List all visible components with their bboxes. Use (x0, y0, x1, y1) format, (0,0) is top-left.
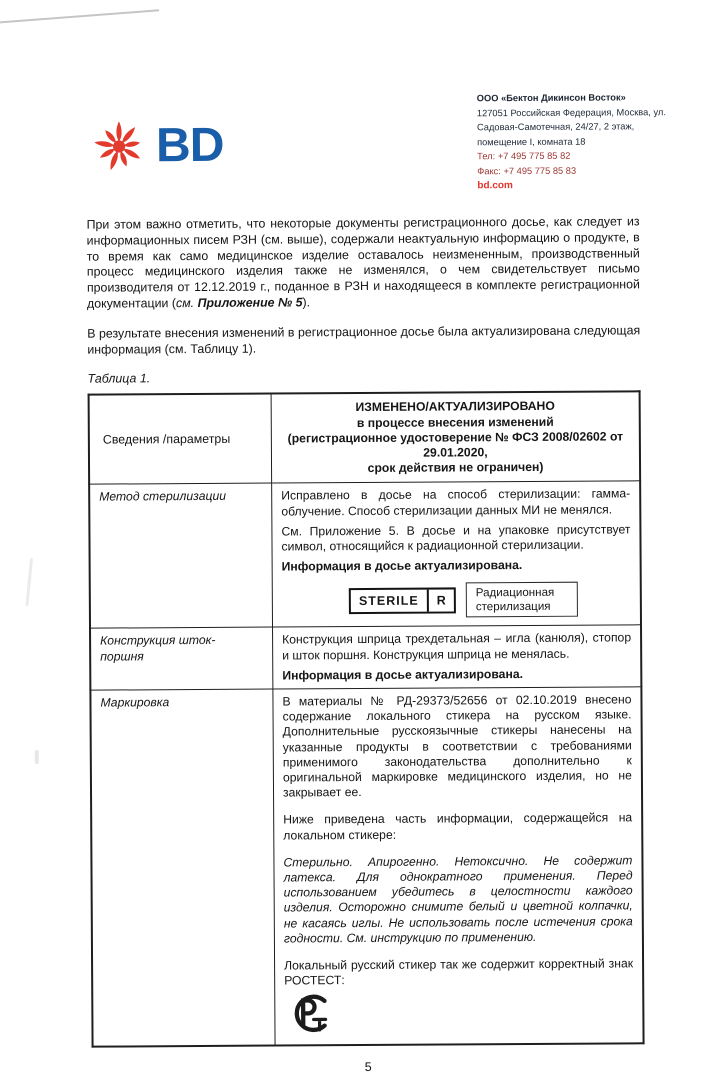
cell-text-bold: Информация в досье актуализирована. (282, 666, 524, 683)
cell-text: Локальный русский стикер так же содержит корректный знак РОСТЕСТ: (284, 956, 634, 988)
rostest-icon (288, 995, 330, 1033)
address-line-2: Садовая-Самотечная, 24/27, 2 этаж, (476, 121, 635, 133)
cell-text: Ниже приведена часть информации, содержащейся на локальном стикере: (283, 810, 633, 843)
document-body (87, 214, 645, 1075)
header-line-2: в процессе внесения изменений (356, 414, 554, 430)
row-content-sterilization (272, 481, 641, 627)
scan-artifact (25, 558, 33, 606)
table-header-left: Сведения /параметры (89, 394, 272, 485)
paragraph-1-attachment-ref: Приложение № 5 (197, 295, 303, 310)
scan-artifact (0, 9, 159, 24)
phone-line: Тел: +7 495 775 85 82 (477, 150, 571, 162)
table-header-row (89, 392, 641, 485)
row-label-labelling: Маркировка (90, 689, 275, 1046)
header-line-3: (регистрационное удостоверение № ФСЗ 2008/02602 от 29.01.2020, (287, 429, 624, 460)
sterile-word: STERILE (351, 589, 429, 612)
bd-logo (90, 117, 224, 176)
paragraph-1-text: При этом важно отметить, что некоторые документы регистрационного досье, как следует из информационных писем РЗН (см. выше), содержали неактуальную информацию о продукте, в то время как само медицинское изделие оставалось неизмененным, производственный процесс медицинского изделия также не изменялся, о чем свидетельствует письмо производителя от 12.12.2019 г., поданное в РЗН и находящееся в комплекте регистрационной документации ( (86, 214, 640, 311)
company-name: ООО «Бектон Дикинсон Восток» (476, 92, 626, 104)
contact-block (477, 90, 688, 194)
scan-artifact (35, 750, 39, 764)
page-number: 5 (364, 1059, 372, 1074)
table-caption: Таблица 1. (87, 371, 151, 387)
sterile-r-letter: R (436, 593, 446, 608)
table-row-plunger (90, 625, 641, 690)
cell-text: Исправлено в досье на способ стерилизации: гамма-облучение. Способ стерилизации данных МИ не менялся. (281, 486, 631, 519)
website-link[interactable]: bd.com (477, 180, 513, 192)
radiation-sterilization-symbol (296, 582, 631, 619)
sterile-r-icon (349, 587, 456, 614)
paragraph-1-close: ). (302, 295, 311, 310)
radiation-sterilization-label: Радиационная стерилизация (466, 582, 578, 618)
address-line-3: помещение I, комната 18 (477, 136, 586, 147)
paragraph-1 (87, 214, 641, 312)
cell-text: См. Приложение 5. В досье и на упаковке присутствует символ, относящийся к радиационной стерилизации. (281, 522, 631, 554)
header-line-1: ИЗМЕНЕНО/АКТУАЛИЗИРОВАНО (355, 399, 555, 415)
row-label-sterilization: Метод стерилизации (89, 483, 272, 628)
bd-wordmark: BD (155, 118, 224, 173)
table-row-sterilization (89, 481, 641, 628)
paragraph-1-see: см. (175, 295, 198, 311)
table-header-right (271, 392, 640, 484)
paragraph-2: В результате внесения изменений в регистрационное досье была актуализирована следующая информация (см. Таблицу 1). (87, 323, 641, 357)
table-row-labelling (90, 687, 643, 1047)
cell-text-bold: Информация в досье актуализирована. (281, 558, 523, 574)
cell-text: В материалы № РД-29373/52656 от 02.10.2019 внесено содержание локального стикера на русском языке. Дополнительные русскоязычные стикеры нанесены на указанные продукты в соответствии с требованиями применимого законодательства дополнительно к оригинальной маркировке медицинского изделия, но не закрывает ее. (282, 692, 632, 800)
address-line-1: 127051 Российская Федерация, Москва, ул. (476, 106, 666, 118)
cell-text: Конструкция шприца трехдетальная – игла (канюля), стопор и шток поршня. Конструкция шприца не менялась. (282, 630, 632, 663)
row-content-labelling (273, 687, 644, 1045)
row-content-plunger (273, 625, 642, 689)
fax-line: Факс: +7 495 775 85 83 (477, 165, 577, 176)
header-line-4: срок действия не ограничен) (367, 460, 544, 476)
changes-table (88, 391, 645, 1048)
rostest-mark (288, 993, 633, 1037)
bd-spark-icon (90, 117, 148, 175)
sticker-text: Стерильно. Апирогенно. Нетоксично. Не содержит латекса. Для однократного применения. Перед использованием убедитесь в целостности каждого изделия. Осторожно снимите белый и цветной колпачки, не касаясь иглы. Не использовать после истечения срока годности. См. инструкцию по применению. (283, 853, 633, 946)
row-label-plunger: Конструкция шток-поршня (90, 627, 273, 690)
